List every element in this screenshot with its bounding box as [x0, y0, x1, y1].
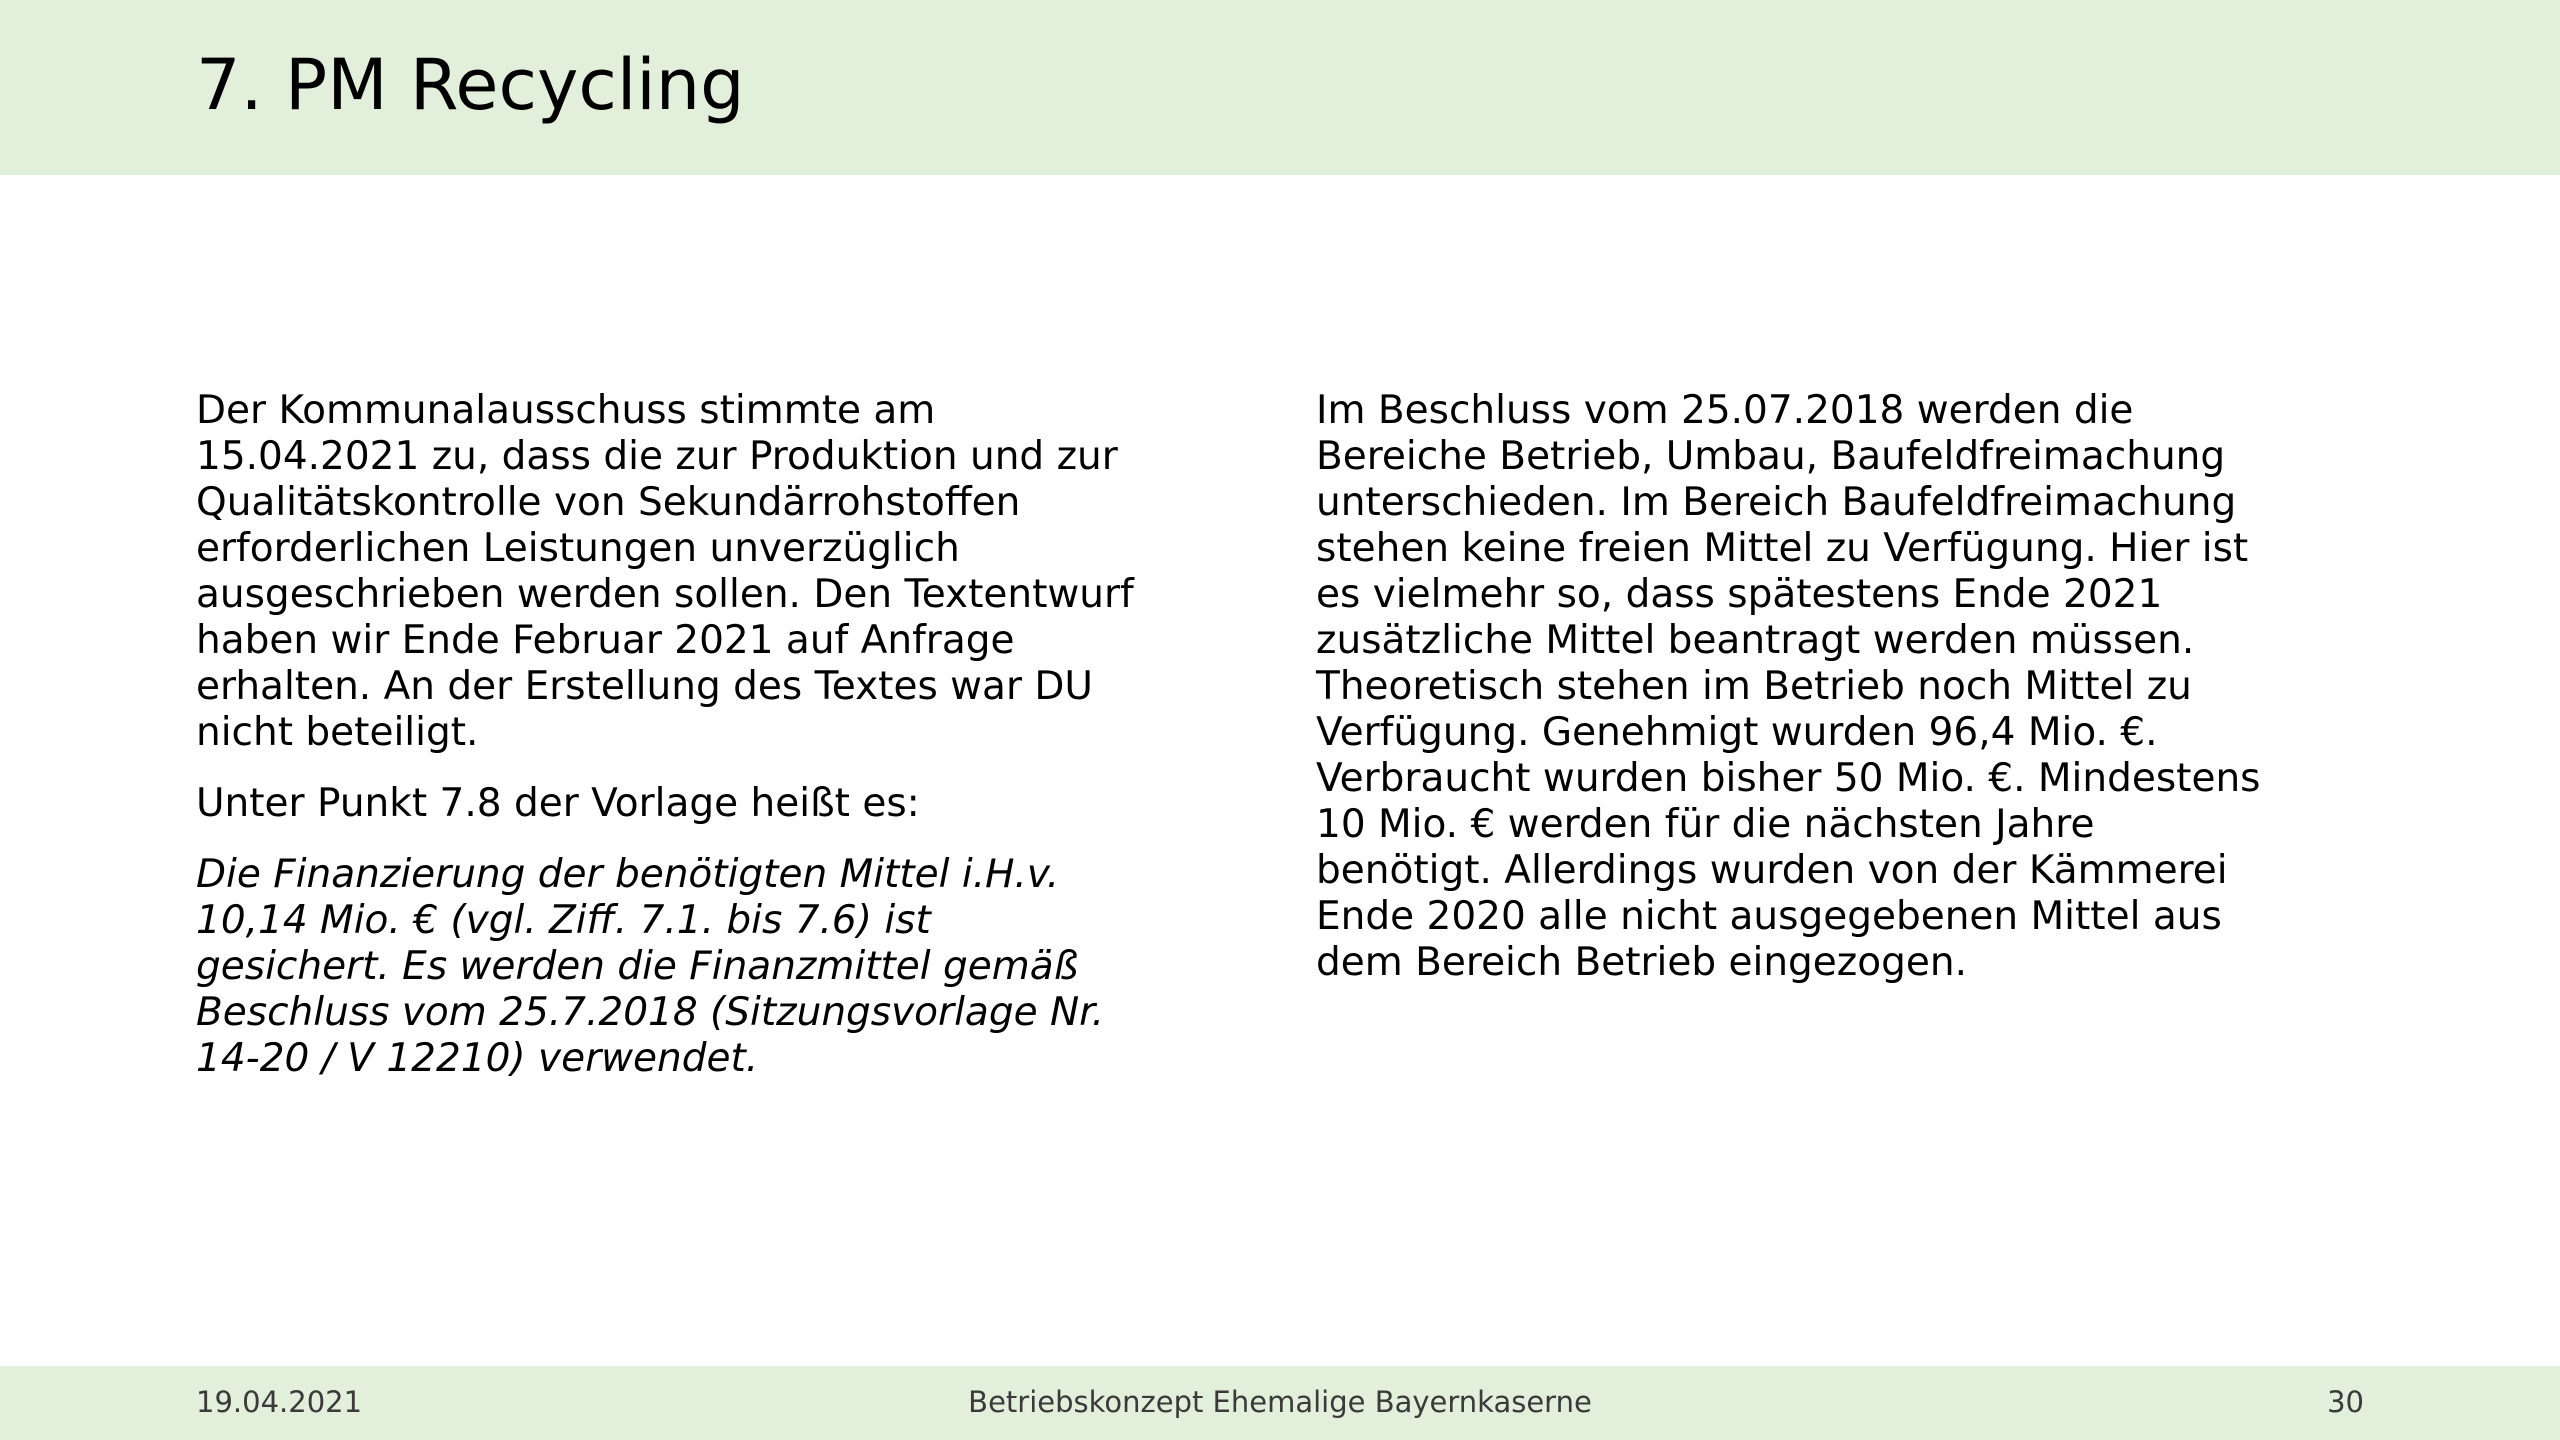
title-band — [0, 0, 2560, 175]
footer-date: 19.04.2021 — [196, 1385, 363, 1419]
right-text-column — [1316, 388, 2396, 986]
footer-page-number: 30 — [2327, 1385, 2364, 1419]
left-paragraph-1: Der Kommunalausschuss stimmte am 15.04.2021 zu, dass die zur Produktion und zur Qualitätskontrolle von Sekundärrohstoffen erforderlichen Leistungen unverzüglich ausgeschrieben werden sollen. Den Textentwurf haben wir Ende Februar 2021 auf Anfrage erhalten. An der Erstellung des Textes war DU nicht beteiligt. — [196, 388, 1134, 755]
slide-title: 7. PM Recycling — [196, 44, 745, 126]
right-paragraph-1: Im Beschluss vom 25.07.2018 werden die Bereiche Betrieb, Umbau, Baufeldfreimachung unterschieden. Im Bereich Baufeldfreimachung stehen keine freien Mittel zu Verfügung. Hier ist es vielmehr so, dass spätestens Ende 2021 zusätzliche Mittel beantragt werden müssen. Theoretisch stehen im Betrieb noch Mittel zu Verfügung. Genehmigt wurden 96,4 Mio. €. Verbraucht wurden bisher 50 Mio. €. Mindestens 10 Mio. € werden für die nächsten Jahre benötigt. Allerdings wurden von der Kämmerei Ende 2020 alle nicht ausgegebenen Mittel aus dem Bereich Betrieb eingezogen. — [1316, 388, 2261, 985]
footer-title: Betriebskonzept Ehemalige Bayernkaserne — [968, 1385, 1592, 1419]
left-text-column — [196, 388, 1261, 1082]
left-quote: Die Finanzierung der benötigten Mittel i.H.v. 10,14 Mio. € (vgl. Ziff. 7.1. bis 7.6) ist gesichert. Es werden die Finanzmittel gemäß Beschluss vom 25.7.2018 (Sitzungsvorlage Nr. 14-20 / V 12210) verwendet. — [196, 852, 1104, 1081]
left-paragraph-2: Unter Punkt 7.8 der Vorlage heißt es: — [196, 781, 920, 826]
